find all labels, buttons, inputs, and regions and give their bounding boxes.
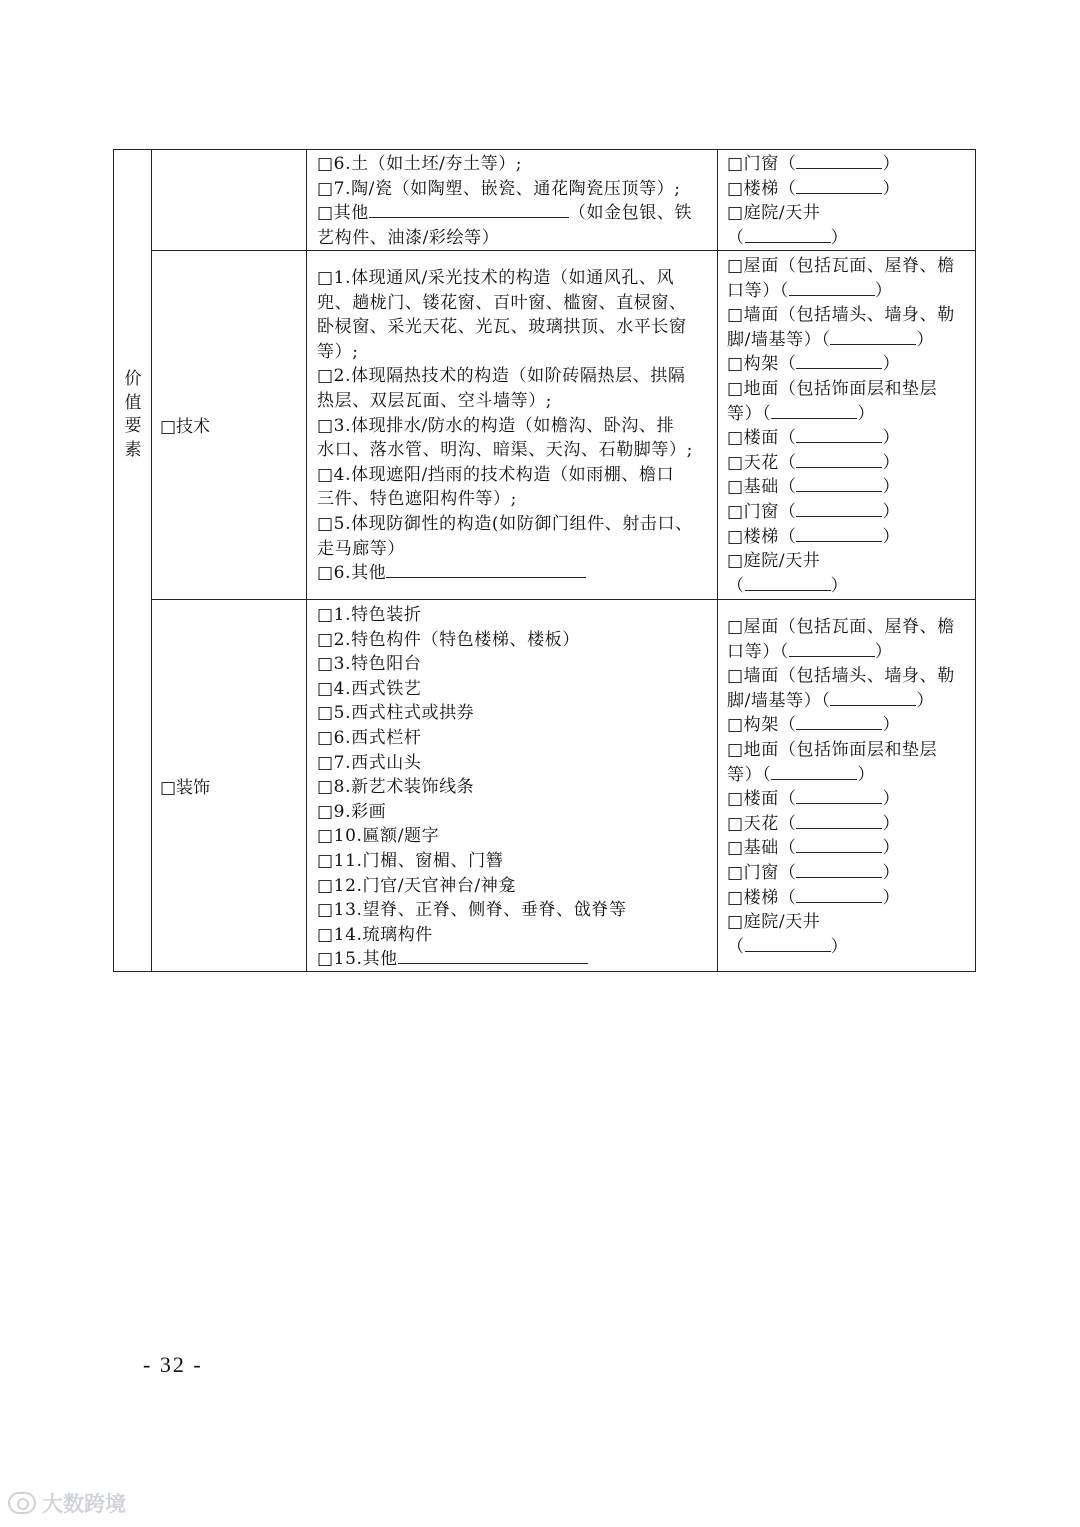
category-technology: □技术 bbox=[160, 417, 211, 437]
option-label-suffix: ） bbox=[882, 501, 901, 522]
option-label-suffix: ） bbox=[830, 575, 849, 596]
checkbox-option[interactable] bbox=[317, 315, 693, 340]
option-label-suffix: ） bbox=[882, 813, 901, 834]
part-option[interactable] bbox=[727, 500, 955, 525]
fill-in-blank[interactable] bbox=[796, 713, 882, 730]
option-label: □3.体现排水/防水的构造（如檐沟、卧沟、排 bbox=[317, 415, 675, 436]
option-label: 艺构件、油漆/彩绘等） bbox=[317, 227, 500, 248]
part-option[interactable] bbox=[727, 787, 955, 812]
option-label: □门窗（ bbox=[727, 862, 797, 883]
option-label-suffix: ） bbox=[882, 526, 901, 547]
option-label: □基础（ bbox=[727, 477, 797, 498]
part-option[interactable] bbox=[727, 640, 955, 665]
fill-in-blank[interactable] bbox=[386, 561, 586, 578]
checkbox-option[interactable] bbox=[317, 874, 627, 899]
items-cell-technology bbox=[317, 266, 693, 586]
option-label: □屋面（包括瓦面、屋脊、檐 bbox=[727, 617, 955, 637]
part-option[interactable] bbox=[727, 574, 955, 599]
part-option[interactable] bbox=[727, 451, 955, 476]
option-label: □4.西式铁艺 bbox=[317, 678, 422, 699]
option-label: □3.特色阳台 bbox=[317, 654, 422, 675]
checkbox-option[interactable] bbox=[317, 947, 627, 972]
fill-in-blank[interactable] bbox=[771, 763, 857, 780]
part-option[interactable] bbox=[727, 738, 955, 763]
fill-in-blank[interactable] bbox=[369, 201, 569, 218]
option-label: □1.特色装折 bbox=[317, 605, 422, 625]
checkbox-option[interactable] bbox=[317, 463, 693, 488]
option-label: 口等）（ bbox=[727, 280, 789, 301]
option-label-suffix: ） bbox=[857, 764, 875, 785]
fill-in-blank[interactable] bbox=[796, 886, 882, 903]
checkbox-option[interactable] bbox=[317, 537, 693, 562]
option-label: □墙面（包括墙头、墙身、勒 bbox=[727, 305, 955, 326]
option-label: □楼梯（ bbox=[727, 887, 797, 908]
fill-in-blank[interactable] bbox=[796, 787, 882, 804]
fill-in-blank[interactable] bbox=[789, 279, 875, 296]
option-label: 兜、趟栊门、镂花窗、百叶窗、槛窗、直棂窗、 bbox=[317, 292, 687, 313]
fill-in-blank[interactable] bbox=[796, 352, 882, 369]
option-label: 口等）（ bbox=[727, 641, 789, 662]
option-label: 水口、落水管、明沟、暗渠、天沟、石勒脚等）; bbox=[317, 440, 693, 461]
fill-in-blank[interactable] bbox=[830, 328, 916, 345]
parts-cell-materials bbox=[727, 152, 900, 250]
part-option[interactable] bbox=[727, 836, 955, 861]
option-label: 脚/墙基等）（ bbox=[727, 690, 831, 711]
part-option[interactable] bbox=[727, 910, 955, 935]
part-option[interactable] bbox=[727, 525, 955, 550]
fill-in-blank[interactable] bbox=[796, 177, 882, 194]
part-option[interactable] bbox=[727, 615, 955, 640]
option-label-suffix: ） bbox=[830, 936, 849, 957]
checkbox-option[interactable] bbox=[317, 677, 627, 702]
option-label-suffix: ） bbox=[874, 641, 893, 662]
part-option[interactable] bbox=[727, 352, 955, 377]
option-label-suffix: ） bbox=[882, 862, 901, 883]
option-label: □10.匾额/题字 bbox=[317, 826, 440, 847]
column-divider bbox=[306, 150, 307, 971]
checkbox-option[interactable] bbox=[317, 849, 627, 874]
checkbox-option[interactable] bbox=[317, 628, 627, 653]
option-label: □6.土（如土坯/夯土等）; bbox=[317, 154, 523, 174]
option-label: □5.西式柱式或拱券 bbox=[317, 703, 475, 724]
part-option[interactable] bbox=[727, 763, 955, 788]
option-label: □基础（ bbox=[727, 838, 797, 859]
part-option[interactable] bbox=[727, 328, 955, 353]
option-label: □4.体现遮阳/挡雨的技术构造（如雨棚、檐口 bbox=[317, 464, 675, 485]
fill-in-blank[interactable] bbox=[796, 152, 882, 169]
checkbox-option[interactable] bbox=[317, 701, 627, 726]
watermark-logo-icon bbox=[8, 1492, 36, 1514]
part-option[interactable] bbox=[727, 549, 955, 574]
option-label: □楼面（ bbox=[727, 428, 797, 449]
part-option[interactable] bbox=[727, 713, 955, 738]
option-label: □屋面（包括瓦面、屋脊、檐 bbox=[727, 256, 955, 276]
fill-in-blank[interactable] bbox=[796, 861, 882, 878]
checkbox-option[interactable] bbox=[317, 226, 692, 251]
option-label: □庭院/天井 bbox=[727, 551, 821, 572]
part-option[interactable] bbox=[727, 254, 955, 279]
option-label: （ bbox=[727, 227, 745, 248]
checkbox-option[interactable] bbox=[317, 438, 693, 463]
option-label: □2.体现隔热技术的构造（如阶砖隔热层、拱隔 bbox=[317, 366, 686, 387]
checkbox-option[interactable] bbox=[317, 389, 693, 414]
part-option[interactable] bbox=[727, 303, 955, 328]
value-elements-table bbox=[113, 149, 976, 972]
fill-in-blank[interactable] bbox=[796, 500, 882, 517]
option-label: □地面（包括饰面层和垫层 bbox=[727, 739, 938, 760]
checkbox-option[interactable] bbox=[317, 824, 627, 849]
option-label: 三件、特色遮阳构件等）; bbox=[317, 489, 517, 510]
option-label: □6.其他 bbox=[317, 563, 387, 584]
option-label-suffix: （如金包银、铁 bbox=[568, 203, 693, 224]
part-option[interactable] bbox=[727, 812, 955, 837]
fill-in-blank[interactable] bbox=[771, 402, 857, 419]
option-label: □15.其他 bbox=[317, 949, 398, 970]
part-option[interactable] bbox=[727, 935, 955, 960]
row-divider bbox=[151, 599, 975, 600]
option-label: □门窗（ bbox=[727, 154, 797, 174]
option-label-suffix: ） bbox=[882, 452, 901, 473]
option-label: □地面（包括饰面层和垫层 bbox=[727, 378, 938, 399]
part-option[interactable] bbox=[727, 279, 955, 304]
fill-in-blank[interactable] bbox=[796, 451, 882, 468]
parts-cell-technology bbox=[727, 254, 955, 598]
option-label: □庭院/天井 bbox=[727, 912, 821, 933]
fill-in-blank[interactable] bbox=[745, 226, 831, 243]
fill-in-blank[interactable] bbox=[745, 574, 831, 591]
checkbox-option[interactable] bbox=[317, 923, 627, 948]
fill-in-blank[interactable] bbox=[789, 640, 875, 657]
option-label-suffix: ） bbox=[882, 715, 901, 736]
fill-in-blank[interactable] bbox=[745, 935, 831, 952]
option-label: □1.体现通风/采光技术的构造（如通风孔、风 bbox=[317, 268, 675, 288]
checkbox-option[interactable] bbox=[317, 152, 692, 177]
checkbox-option[interactable] bbox=[317, 177, 692, 202]
option-label: 热层、双层瓦面、空斗墙等）; bbox=[317, 390, 553, 411]
option-label: □14.琉璃构件 bbox=[317, 924, 433, 945]
option-label: □7.西式山头 bbox=[317, 752, 422, 773]
watermark-text: 大数跨境 bbox=[42, 1492, 126, 1516]
part-option[interactable] bbox=[727, 201, 900, 226]
option-label: □门窗（ bbox=[727, 501, 797, 522]
option-label-suffix: ） bbox=[916, 690, 935, 711]
part-option[interactable] bbox=[727, 861, 955, 886]
part-option[interactable] bbox=[727, 426, 955, 451]
checkbox-option[interactable] bbox=[317, 603, 627, 628]
option-label-suffix: ） bbox=[882, 789, 901, 810]
option-label-suffix: ） bbox=[857, 403, 875, 424]
checkbox-option[interactable] bbox=[317, 775, 627, 800]
checkbox-option[interactable] bbox=[317, 291, 693, 316]
checkbox-option[interactable] bbox=[317, 340, 693, 365]
part-option[interactable] bbox=[727, 402, 955, 427]
option-label: 走马廊等） bbox=[317, 538, 405, 559]
option-label: □天花（ bbox=[727, 813, 797, 834]
checkbox-option[interactable] bbox=[317, 201, 692, 226]
option-label-suffix: ） bbox=[874, 280, 893, 301]
option-label: □其他 bbox=[317, 203, 369, 224]
option-label: 脚/墙基等）（ bbox=[727, 329, 831, 350]
option-label-suffix: ） bbox=[882, 838, 901, 859]
option-label: □9.彩画 bbox=[317, 801, 387, 822]
column-divider bbox=[717, 150, 718, 971]
checkbox-option[interactable] bbox=[317, 652, 627, 677]
option-label: 卧棂窗、采光天花、光瓦、玻璃拱顶、水平长窗 bbox=[317, 317, 687, 338]
option-label-suffix: ） bbox=[882, 428, 901, 449]
part-option[interactable] bbox=[727, 475, 955, 500]
part-option[interactable] bbox=[727, 377, 955, 402]
option-label-suffix: ） bbox=[882, 887, 901, 908]
option-label: （ bbox=[727, 936, 745, 957]
checkbox-option[interactable] bbox=[317, 364, 693, 389]
option-label: □7.陶/瓷（如陶塑、嵌瓷、通花陶瓷压顶等）; bbox=[317, 178, 681, 199]
checkbox-option[interactable] bbox=[317, 487, 693, 512]
fill-in-blank[interactable] bbox=[796, 426, 882, 443]
option-label: □2.特色构件（特色楼梯、楼板） bbox=[317, 629, 580, 650]
checkbox-option[interactable] bbox=[317, 414, 693, 439]
fill-in-blank[interactable] bbox=[796, 475, 882, 492]
option-label-suffix: ） bbox=[882, 178, 901, 199]
checkbox-option[interactable] bbox=[317, 751, 627, 776]
option-label: □墙面（包括墙头、墙身、勒 bbox=[727, 666, 955, 687]
option-label-suffix: ） bbox=[916, 329, 935, 350]
column-divider bbox=[151, 150, 152, 971]
part-option[interactable] bbox=[727, 689, 955, 714]
option-label: □楼梯（ bbox=[727, 526, 797, 547]
option-label: □楼梯（ bbox=[727, 178, 797, 199]
option-label-suffix: ） bbox=[830, 227, 849, 248]
option-label: □6.西式栏杆 bbox=[317, 727, 422, 748]
fill-in-blank[interactable] bbox=[830, 689, 916, 706]
checkbox-option[interactable] bbox=[317, 561, 693, 586]
items-cell-materials bbox=[317, 152, 692, 250]
parts-cell-decoration bbox=[727, 615, 955, 959]
option-label: （ bbox=[727, 575, 745, 596]
category-decoration: □装饰 bbox=[160, 778, 211, 798]
option-label: □11.门楣、窗楣、门簪 bbox=[317, 850, 504, 871]
part-option[interactable] bbox=[727, 886, 955, 911]
part-option[interactable] bbox=[727, 152, 900, 177]
option-label: 等）（ bbox=[727, 403, 772, 424]
option-label: □8.新艺术装饰线条 bbox=[317, 777, 475, 798]
part-option[interactable] bbox=[727, 664, 955, 689]
items-cell-decoration bbox=[317, 603, 627, 972]
option-label: 等）; bbox=[317, 341, 359, 362]
checkbox-option[interactable] bbox=[317, 512, 693, 537]
checkbox-option[interactable] bbox=[317, 266, 693, 291]
option-label-suffix: ） bbox=[882, 354, 901, 375]
fill-in-blank[interactable] bbox=[796, 525, 882, 542]
option-label: □楼面（ bbox=[727, 789, 797, 810]
option-label: □天花（ bbox=[727, 452, 797, 473]
option-label-suffix: ） bbox=[882, 154, 901, 174]
option-label: □5.体现防御性的构造(如防御门组件、射击口、 bbox=[317, 513, 693, 534]
part-option[interactable] bbox=[727, 226, 900, 251]
watermark bbox=[8, 1488, 126, 1518]
checkbox-option[interactable] bbox=[317, 726, 627, 751]
checkbox-option[interactable] bbox=[317, 800, 627, 825]
value-elements-label: 价 值 要 素 bbox=[124, 369, 142, 460]
fill-in-blank[interactable] bbox=[398, 947, 588, 964]
option-label: 等）（ bbox=[727, 764, 772, 785]
option-label: □13.望脊、正脊、侧脊、垂脊、戗脊等 bbox=[317, 900, 627, 921]
option-label: □构架（ bbox=[727, 354, 797, 375]
fill-in-blank[interactable] bbox=[796, 812, 882, 829]
fill-in-blank[interactable] bbox=[796, 836, 882, 853]
checkbox-option[interactable] bbox=[317, 898, 627, 923]
option-label: □12.门官/天官神台/神龛 bbox=[317, 875, 516, 896]
page-number: - 32 - bbox=[143, 1352, 203, 1377]
option-label-suffix: ） bbox=[882, 477, 901, 498]
part-option[interactable] bbox=[727, 177, 900, 202]
option-label: □庭院/天井 bbox=[727, 203, 821, 224]
option-label: □构架（ bbox=[727, 715, 797, 736]
